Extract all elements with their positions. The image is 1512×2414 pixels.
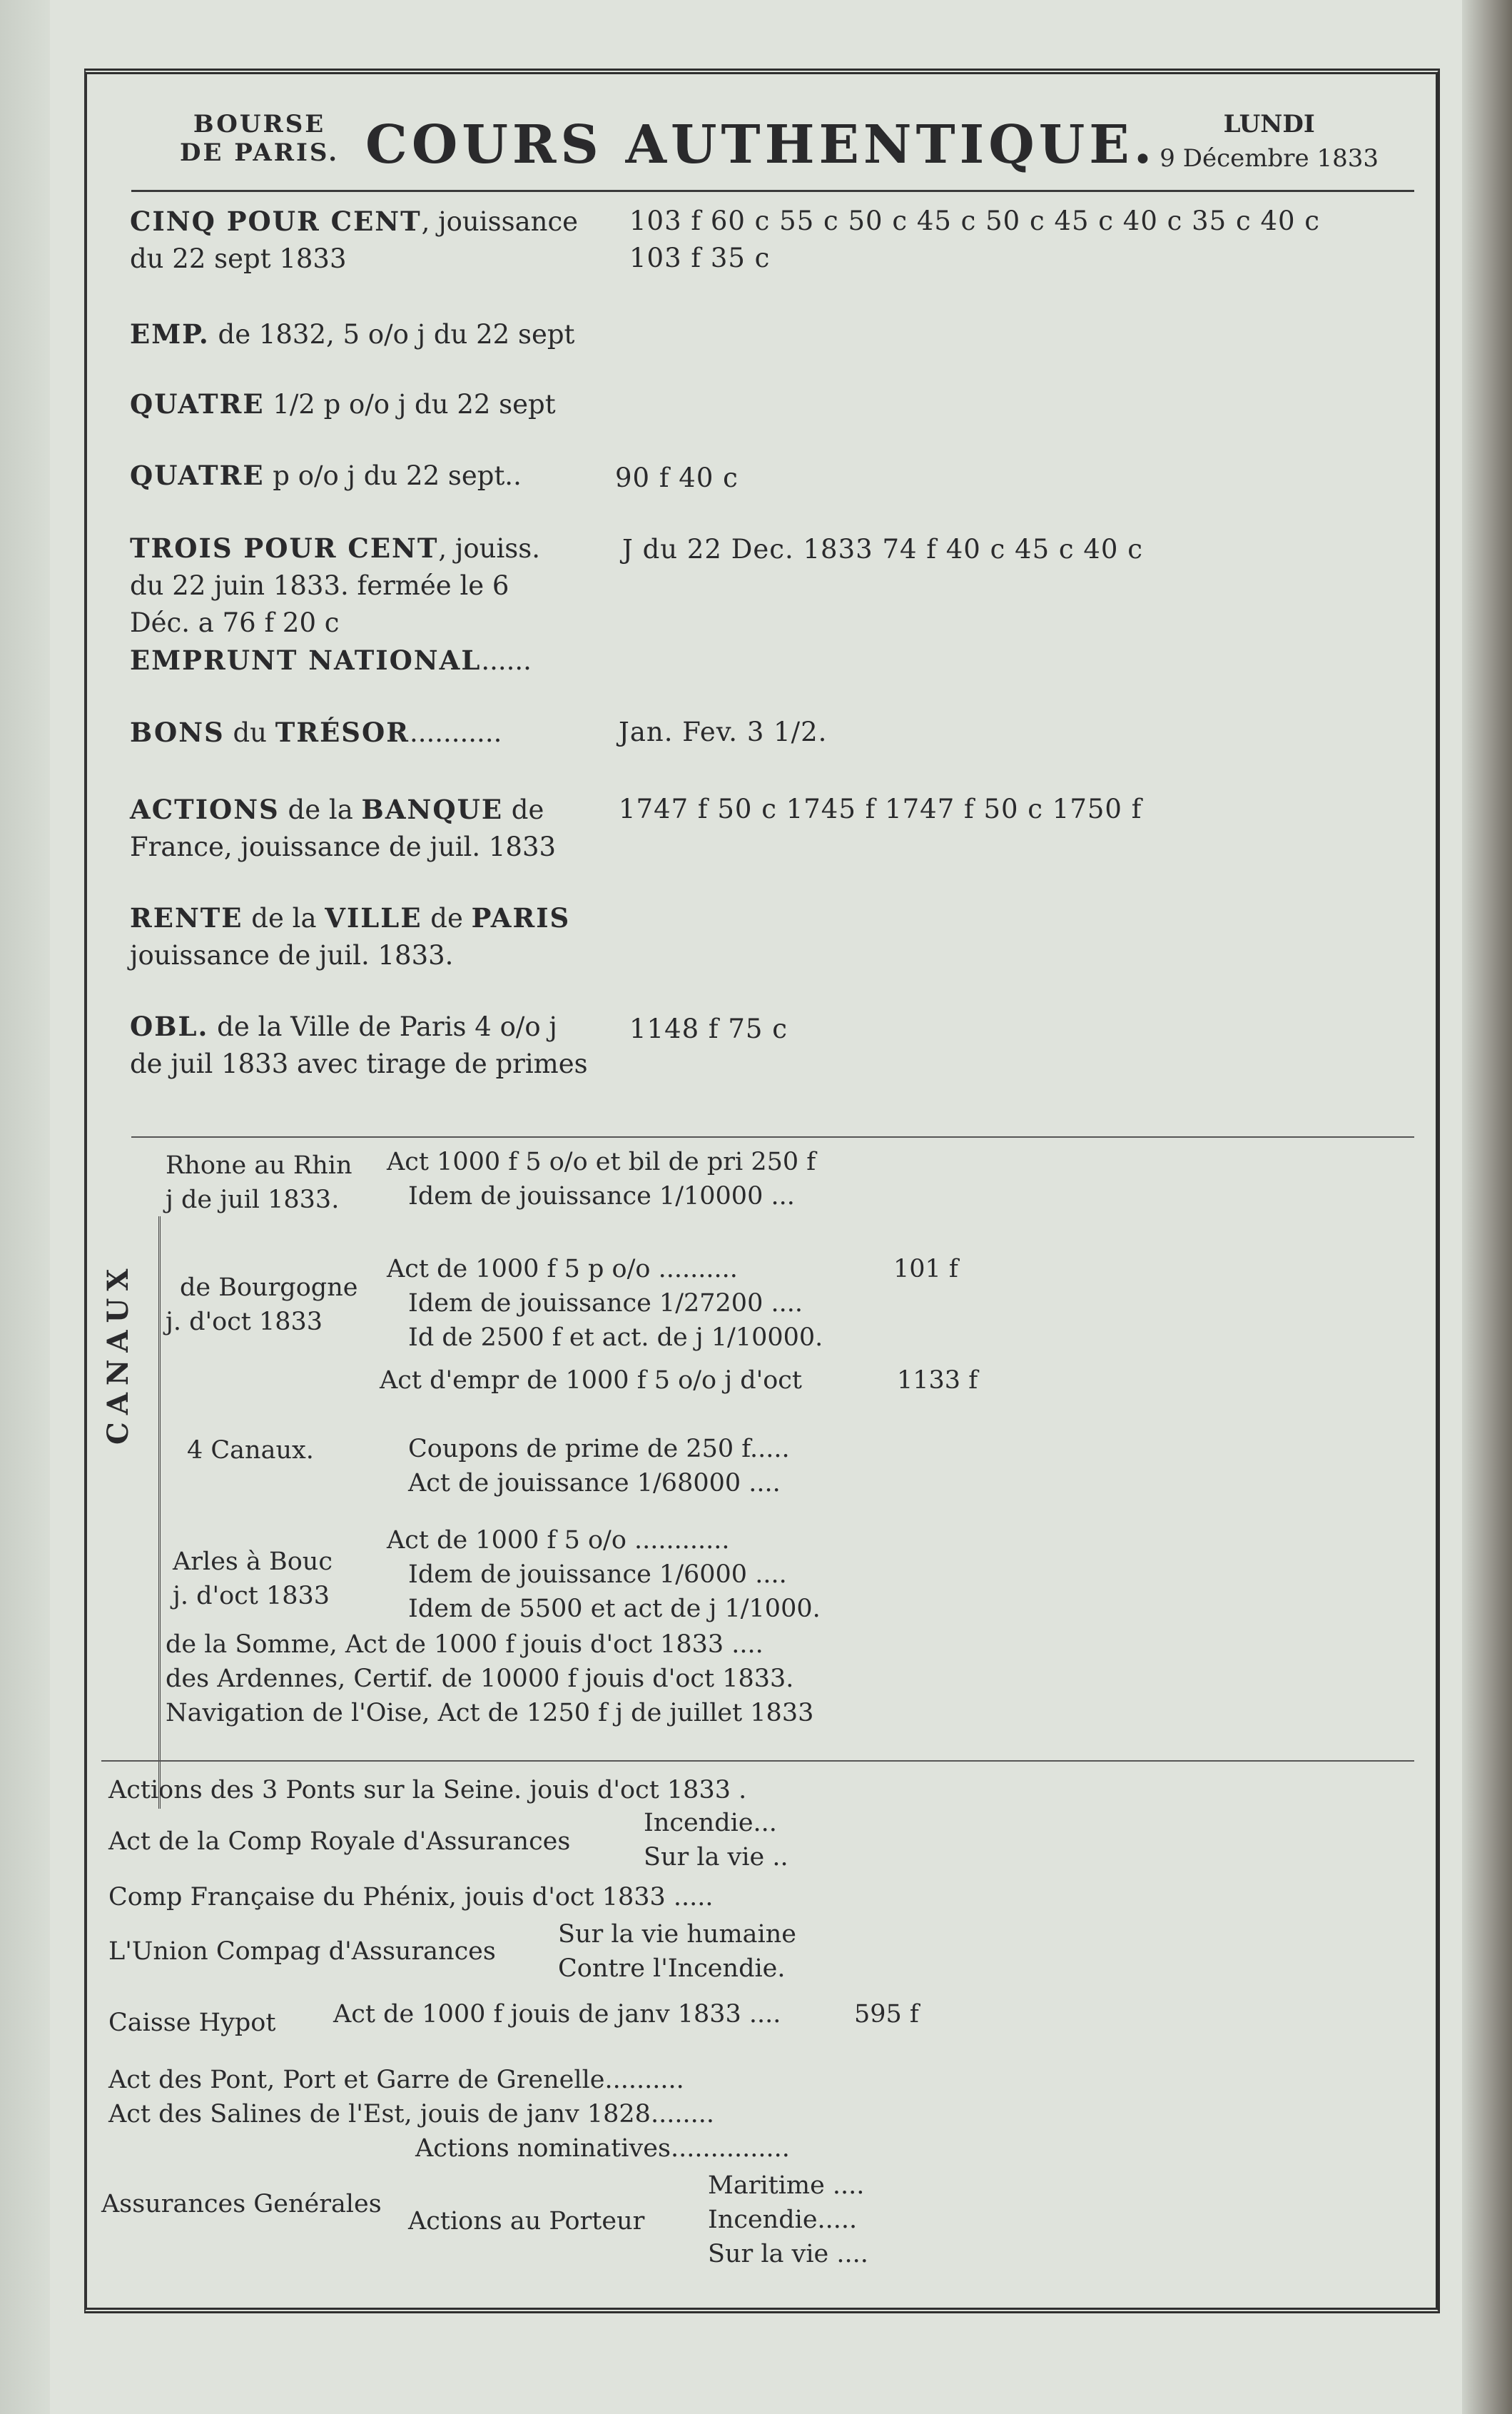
row-quatre-demi	[130, 385, 556, 423]
ag-nominatives: Actions nominatives...............	[415, 2134, 790, 2163]
label-name: QUATRE	[130, 388, 265, 420]
page-title: COURS AUTHENTIQUE.	[365, 114, 1157, 176]
values-trois-pour-cent: J du 22 Dec. 1833 74 f 40 c 45 c 40 c	[622, 534, 1143, 565]
canal-quatre-lines	[380, 1363, 802, 1500]
header-left-line2: DE PARIS.	[180, 138, 340, 167]
label-name: VILLE	[325, 902, 422, 934]
section-rule-divers	[101, 1760, 1414, 1762]
header-date-text: 9 Décembre 1833	[1160, 144, 1379, 173]
canal-somme: de la Somme, Act de 1000 f jouis d'oct 1833 ....	[166, 1630, 763, 1659]
canal-line: Idem de jouissance 1/6000 ....	[408, 1560, 787, 1589]
canal-line: Act 1000 f 5 o/o et bil de pri 250 f	[387, 1148, 816, 1176]
header-date	[1160, 107, 1379, 176]
option-line: Incendie...	[644, 1809, 777, 1837]
row-rente-ville-paris	[130, 899, 570, 974]
label-text: de la Ville de Paris 4 o/o j	[208, 1011, 557, 1042]
caisse-hypot-line: Act de 1000 f jouis de janv 1833 ....	[333, 2000, 781, 2029]
header-rule	[131, 190, 1414, 192]
label-text: de	[422, 903, 472, 934]
label-text: Déc. a 76 f 20 c	[130, 607, 340, 638]
canal-line: Act de 1000 f 5 o/o ............	[387, 1526, 730, 1555]
paper-left-edge	[0, 0, 50, 2414]
canal-name: de Bourgogne	[180, 1273, 358, 1302]
canal-rhone-lines	[387, 1145, 816, 1213]
canal-jouissance: j. d'oct 1833	[166, 1308, 323, 1336]
canal-name: Rhone au Rhin	[166, 1151, 352, 1180]
row-assurances-generales: Assurances Genérales	[101, 2190, 382, 2218]
canal-line: Act d'empr de 1000 f 5 o/o j d'oct	[380, 1366, 802, 1395]
canal-ardennes: des Ardennes, Certif. de 10000 f jouis d'oct 1833.	[166, 1665, 794, 1693]
canal-line: Id de 2500 f et act. de j 1/10000.	[408, 1323, 823, 1352]
label-text: de 1832, 5 o/o j du 22 sept	[209, 319, 575, 350]
canaux-bracket	[158, 1216, 161, 1809]
values-quatre: 90 f 40 c	[615, 463, 739, 493]
canaux-label: CANAUX	[101, 1261, 135, 1445]
canal-line: Idem de jouissance 1/27200 ....	[408, 1289, 803, 1318]
label-text: du	[224, 717, 275, 748]
label-text: 1/2 p o/o j du 22 sept	[264, 389, 556, 420]
canal-line: Act de 1000 f 5 p o/o ..........	[387, 1255, 738, 1283]
label-text: du 22 sept 1833	[130, 243, 347, 274]
row-obl-ville-paris	[130, 1008, 588, 1083]
option-line: Incendie.....	[708, 2206, 858, 2234]
values-bons-tresor: Jan. Fev. 3 1/2.	[619, 717, 828, 747]
canal-arles-lines	[387, 1523, 821, 1626]
row-emp-1832	[130, 315, 574, 353]
canal-oise: Navigation de l'Oise, Act de 1250 f j de juillet 1833	[166, 1699, 814, 1727]
document-sheet	[84, 69, 1440, 2313]
label-text: de juil 1833 avec tirage de primes	[130, 1049, 588, 1079]
label-name: EMP.	[130, 318, 210, 350]
values-actions-banque: 1747 f 50 c 1745 f 1747 f 50 c 1750 f	[619, 794, 1142, 824]
label-name: OBL.	[130, 1011, 209, 1042]
option-line: Maritime ....	[708, 2171, 865, 2200]
canal-quatre-value: 1133 f	[897, 1366, 978, 1395]
label-name: EMPRUNT NATIONAL	[130, 645, 482, 676]
value-text: 103 f 35 c	[629, 243, 771, 273]
label-name: BONS	[130, 717, 225, 748]
canal-jouissance: j. d'oct 1833	[173, 1582, 330, 1610]
section-rule-canaux	[131, 1136, 1414, 1138]
label-name: TRÉSOR	[275, 717, 410, 748]
header-left-line1: BOURSE	[193, 110, 326, 138]
label-text: , jouissance	[421, 206, 579, 237]
canal-jouissance: j de juil 1833.	[166, 1186, 340, 1214]
row-union: L'Union Compag d'Assurances	[108, 1937, 496, 1966]
caisse-hypot-value: 595 f	[854, 2000, 919, 2029]
label-text: du 22 juin 1833. fermée le 6	[130, 570, 509, 601]
option-line: Sur la vie humaine	[558, 1920, 796, 1949]
header-bourse	[180, 110, 339, 167]
canal-name: Arles à Bouc	[173, 1547, 333, 1576]
option-line: Sur la vie ..	[644, 1843, 788, 1872]
canal-line: Coupons de prime de 250 f.....	[408, 1435, 790, 1463]
canal-line: Act de jouissance 1/68000 ....	[408, 1469, 781, 1498]
label-text: jouissance de juil. 1833.	[130, 940, 454, 971]
canal-bourgogne-lines	[387, 1252, 823, 1355]
canal-bourgogne-name	[166, 1271, 357, 1339]
row-grenelle: Act des Pont, Port et Garre de Grenelle..........	[108, 2066, 684, 2094]
row-actions-banque	[130, 791, 556, 866]
canal-arles-name	[173, 1545, 333, 1613]
label-name: ACTIONS	[130, 794, 280, 825]
row-salines: Act des Salines de l'Est, jouis de janv 1828........	[108, 2100, 714, 2128]
ag-porteur-options	[708, 2168, 868, 2271]
label-name: TROIS POUR CENT	[130, 532, 439, 564]
label-text: France, jouissance de juil. 1833	[130, 832, 557, 862]
label-name: RENTE	[130, 902, 243, 934]
label-text: de la	[243, 903, 325, 934]
ag-porteur: Actions au Porteur	[408, 2207, 645, 2236]
option-line: Sur la vie ....	[708, 2240, 868, 2268]
option-line: Contre l'Incendie.	[558, 1954, 786, 1983]
label-name: CINQ POUR CENT	[130, 206, 422, 237]
values-cinq-pour-cent	[629, 203, 1320, 277]
canal-rhone-name	[166, 1148, 352, 1217]
canal-bourgogne-value: 101 f	[893, 1255, 958, 1283]
label-name: BANQUE	[361, 794, 504, 825]
label-text: de la	[279, 794, 362, 825]
label-name: QUATRE	[130, 460, 265, 491]
label-text: , jouiss.	[438, 533, 541, 564]
row-caisse-hypot: Caisse Hypot	[108, 2009, 276, 2037]
canal-somme-ardennes-oise	[166, 1627, 813, 1730]
row-comp-royale: Act de la Comp Royale d'Assurances	[108, 1827, 571, 1856]
row-cinq-pour-cent	[130, 203, 578, 278]
row-bons-tresor	[130, 714, 502, 752]
book-binding-edge	[1462, 0, 1512, 2414]
values-obl-ville-paris: 1148 f 75 c	[629, 1014, 788, 1044]
label-name: PARIS	[471, 902, 571, 934]
canal-line: Idem de 5500 et act de j 1/1000.	[408, 1595, 821, 1623]
union-options	[558, 1917, 796, 1986]
row-3-ponts: Actions des 3 Ponts sur la Seine. jouis d'oct 1833 .	[108, 1776, 747, 1804]
label-text: ...........	[409, 717, 502, 748]
value-text: 103 f 60 c 55 c 50 c 45 c 50 c 45 c 40 c 35 c 40 c	[629, 206, 1321, 236]
row-trois-pour-cent	[130, 530, 540, 680]
row-phenix: Comp Française du Phénix, jouis d'oct 1833 .....	[108, 1883, 714, 1911]
label-text: ......	[481, 645, 532, 676]
header-day: LUNDI	[1223, 110, 1315, 138]
label-text: de	[503, 794, 544, 825]
canal-line: Idem de jouissance 1/10000 ...	[408, 1182, 795, 1211]
comp-royale-options	[644, 1806, 788, 1874]
canal-quatre-name: 4 Canaux.	[187, 1436, 314, 1465]
label-text: p o/o j du 22 sept..	[264, 460, 522, 491]
row-quatre	[130, 457, 522, 495]
